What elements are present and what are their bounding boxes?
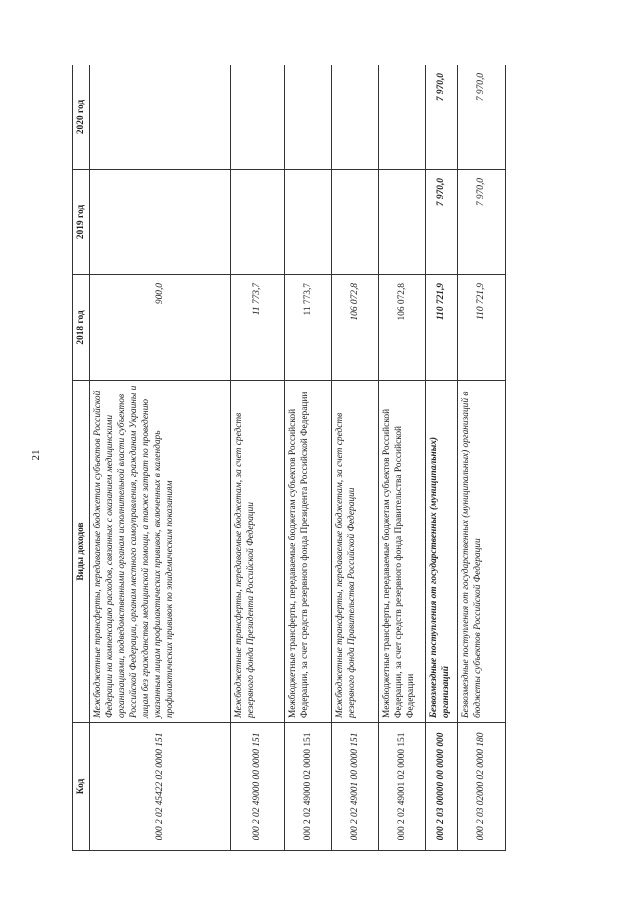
- row-description: Межбюджетные трансферты, передаваемые бюджетам субъектов Российской Федерации, за счет средств резервного фонда Правительства Российской Федерации: [378, 381, 425, 723]
- row-value-2020: [331, 65, 378, 170]
- header-code: Код: [73, 723, 90, 851]
- table-row: [457, 65, 505, 851]
- table-header-row: [73, 65, 90, 851]
- table-row: [284, 65, 331, 851]
- row-value-2018: 110 721,9: [457, 275, 505, 381]
- table-row: [331, 65, 378, 851]
- row-value-2019: [378, 170, 425, 275]
- revenue-table: [72, 65, 506, 851]
- table-row: [90, 65, 231, 851]
- row-code: 000 2 02 49001 02 0000 151: [378, 723, 425, 851]
- row-value-2018: 110 721,9: [425, 275, 457, 381]
- row-description: Межбюджетные трансферты, передаваемые бюджетам субъектов Российской Федерации, за счет средств резервного фонда Президента Российской Федерации: [284, 381, 331, 723]
- row-value-2018: 11 773,7: [284, 275, 331, 381]
- row-value-2020: 7 970,0: [425, 65, 457, 170]
- row-value-2019: [331, 170, 378, 275]
- row-value-2020: [378, 65, 425, 170]
- row-value-2018: 106 072,8: [331, 275, 378, 381]
- row-value-2018: 900,0: [90, 275, 231, 381]
- row-value-2018: 106 072,8: [378, 275, 425, 381]
- table-row: [378, 65, 425, 851]
- header-year-2020: 2020 год: [73, 65, 90, 170]
- row-code: 000 2 02 49000 00 0000 151: [231, 723, 284, 851]
- page-number: 21: [30, 449, 42, 461]
- row-value-2020: [90, 65, 231, 170]
- row-description: Межбюджетные трансферты, передаваемые бюджетам, за счет средств резервного фонда Президента Российской Федерации: [231, 381, 284, 723]
- row-code: 000 2 02 49000 02 0000 151: [284, 723, 331, 851]
- row-value-2019: 7 970,0: [457, 170, 505, 275]
- row-value-2019: [90, 170, 231, 275]
- row-value-2020: [231, 65, 284, 170]
- row-code: 000 2 02 49001 00 0000 151: [331, 723, 378, 851]
- header-revenue-type: Виды доходов: [73, 381, 90, 723]
- row-value-2018: 11 773,7: [231, 275, 284, 381]
- row-value-2020: [284, 65, 331, 170]
- row-description: Межбюджетные трансферты, передаваемые бюджетам, за счет средств резервного фонда Правительства Российской Федерации: [331, 381, 378, 723]
- revenue-table-wrapper: [72, 65, 506, 851]
- row-value-2020: 7 970,0: [457, 65, 505, 170]
- row-value-2019: [231, 170, 284, 275]
- row-code: 000 2 03 02000 02 0000 180: [457, 723, 505, 851]
- table-row: [231, 65, 284, 851]
- row-description: Безвозмездные поступления от государственных (муниципальных) организаций в бюджеты субъектов Российской Федерации: [457, 381, 505, 723]
- row-value-2019: [284, 170, 331, 275]
- row-value-2019: 7 970,0: [425, 170, 457, 275]
- rotated-table-container: [72, 65, 506, 851]
- header-year-2019: 2019 год: [73, 170, 90, 275]
- row-description: Межбюджетные трансферты, передаваемые бюджетам субъектов Российской Федерации на компенсацию расходов, связанных с оказанием медицинскими организациями, подведомственными органам исполнительной власти субъектов Российской Федерации, органам местного самоуправления, гражданам Украины и лицам без гражданства медицинской помощи, а также затрат по проведению указанным лицам профилактических прививок, включенных в календарь профилактических прививок по эпидемическим показаниям: [90, 381, 231, 723]
- header-year-2018: 2018 год: [73, 275, 90, 381]
- row-description: Безвозмездные поступления от государственных (муниципальных) организаций: [425, 381, 457, 723]
- table-row: [425, 65, 457, 851]
- row-code: 000 2 02 45422 02 0000 151: [90, 723, 231, 851]
- row-code: 000 2 03 00000 00 0000 000: [425, 723, 457, 851]
